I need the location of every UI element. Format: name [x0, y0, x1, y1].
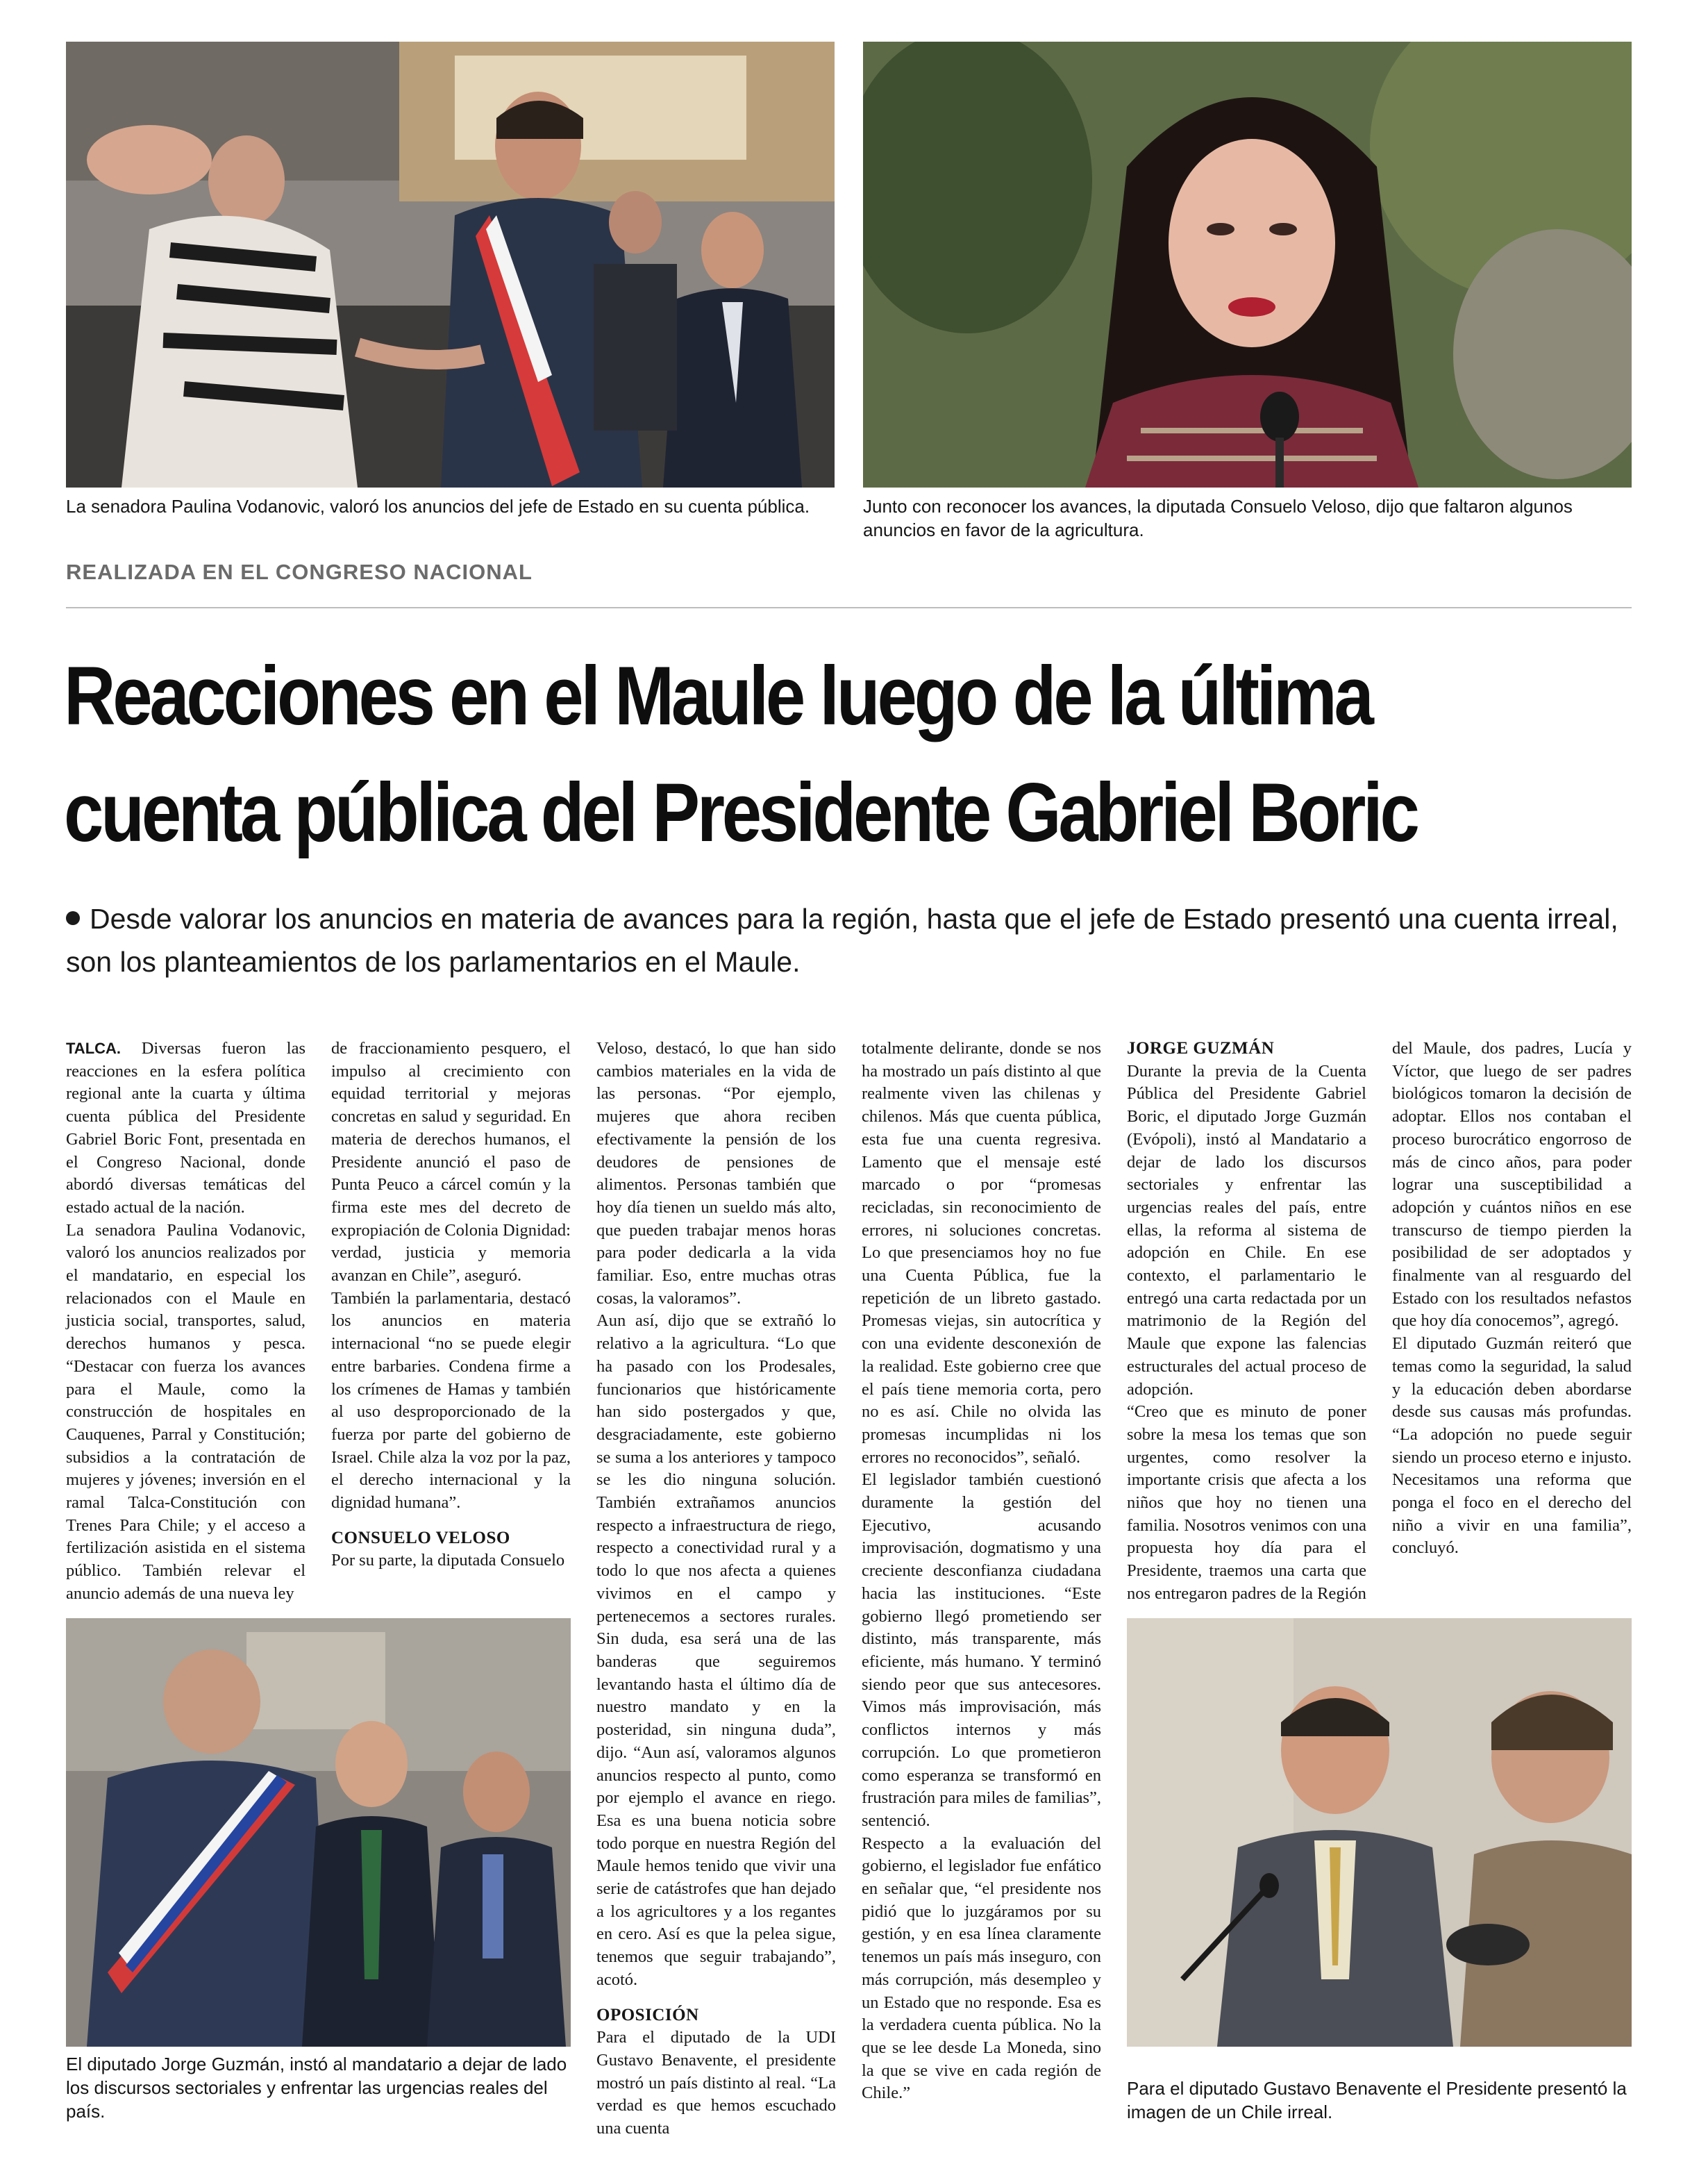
- article-column-4: totalmente delirante, donde se nos ha mostrado un país distinto al que realmente viven las chilenas y chilenos. Más que cuenta pública, esta fue una cuenta regresiva. Lamento que el mensaje esté marcado o por “promesas recicladas, sin reconocimiento de errores, ni soluciones concretas. Lo que presenciamos hoy no fue una Cuenta Pública, fue la repetición de un libreto gastado. Promesas viejas, sin autocrítica y con una evidente desconexión de la realidad. Este gobierno cree que el país tiene memoria corta, pero no es así. Chile no olvida las promesas incumplidas ni los errores no reconocidos”, señaló. El legislador también cuestionó duramente la gestión del Ejecutivo, acusando improvisación, dogmatismo y una creciente desconfianza ciudadana hacia las instituciones. “Este gobierno llegó prometiendo ser distinto, más transparente, más eficiente, más humano. Y terminó siendo peor que sus antecesores. Vimos más improvisación, más conflictos internos y más corrupción. Lo que prometieron como esperanza se transformó en frustración para miles de familias”, sentenció. Respecto a la evaluación del gobierno, el legislador fue enfático en señalar que, “el presidente nos pidió que lo juzgáramos por su gestión, y en esa línea claramente tenemos un país más inseguro, con más corrupción, más desempleo y un Estado que no responde. Esa es la verdadera cuenta pública. No la que se lee desde La Moneda, sino la que se vive en cada región de Chile.”: [862, 1039, 1101, 2103]
- photo-consuelo-veloso: [863, 42, 1632, 488]
- headline: [64, 638, 1425, 871]
- article-column-5: JORGE GUZMÁN Durante la previa de la Cuenta Pública del Presidente Gabriel Boric, el diputado Jorge Guzmán (Evópoli), instó al Mandatario a dejar de lado los discursos sectoriales y enfrentar las urgencias reales del país, entre ellas, la reforma al sistema de adopción en Chile. En ese contexto, el parlamentario le entregó una carta redactada por un matrimonio de la Región del Maule que expone las falencias estructurales del actual proceso de adopción. “Creo que es minuto de poner sobre la mesa los temas que son urgentes, como resolver la importante crisis que afecta a los niños que hoy no tienen una familia. Nosotros venimos con una propuesta hoy día para el Presidente, traemos una carta que nos entregaron padres de la Región: [1127, 1039, 1366, 1603]
- headline-line-2: cuenta pública del Presidente Gabriel Boric: [64, 766, 1417, 859]
- section-heading-consuelo-veloso: CONSUELO VELOSO: [331, 1528, 510, 1547]
- subhead: Desde valorar los anuncios en materia de avances para la región, hasta que el jefe de Estado presentó una cuenta irreal, son los planteamientos de los parlamentarios en el Maule.: [66, 903, 1618, 978]
- kicker-divider: [66, 607, 1632, 608]
- section-kicker: REALIZADA EN EL CONGRESO NACIONAL: [66, 560, 533, 584]
- article-column-2: de fraccionamiento pesquero, el impulso al crecimiento con equidad territorial y mejoras concretas en salud y seguridad. En materia de derechos humanos, el Presidente anunció el paso de Punta Peuco a cárcel común y la firma este mes del decreto de expropiación de Colonia Dignidad: verdad, justicia y memoria avanzan en Chile”, aseguró. También la parlamentaria, destacó los anuncios en materia internacional “no se puede elegir entre barbaries. Condena firme a los crímenes de Hamas y también al uso desproporcionado de la fuerza por parte del gobierno de Israel. Chile alza la voz por la paz, el derecho internacional y la dignidad humana”. CONSUELO VELOSO Por su parte, la diputada Consuelo: [331, 1039, 571, 1570]
- section-heading-oposicion: OPOSICIÓN: [596, 2005, 699, 2024]
- article-column-1: TALCA. Diversas fueron las reacciones en la esfera política regional ante la cuarta y última cuenta pública del Presidente Gabriel Boric Font, presentada en el Congreso Nacional, donde abordó diversas temáticas del estado actual de la nación. La senadora Paulina Vodanovic, valoró los anuncios realizados por el mandatario, en especial los relacionados con el Maule en justicia social, transportes, salud, derechos humanos y pesca. “Destacar con fuerza los avances para el Maule, como la construcción de hospitales en Cauquenes, Parral y Constitución; subsidios a la contratación de mujeres y jóvenes; inversión en el ramal Talca-Constitución con Trenes Para Chile; y el acceso a fertilización asistida en el sistema público. También relevar el anuncio además de una nueva ley: [66, 1039, 306, 1603]
- photo-boric-greeting-crowd: [66, 42, 835, 488]
- caption-top-left: La senadora Paulina Vodanovic, valoró los anuncios del jefe de Estado en su cuenta pública.: [66, 496, 810, 517]
- article-column-3: Veloso, destacó, lo que han sido cambios materiales en la vida de las personas. “Por ejemplo, mujeres que ahora reciben efectivamente la pensión de los deudores de pensiones de alimentos. Personas también que hoy día tienen un sueldo más alto, que pueden trabajar menos horas para poder dedicarla a la vida familiar. Eso, entre muchas otras cosas, la valoramos”. Aun así, dijo que se extrañó lo relativo a la agricultura. “Lo que ha pasado con los Prodesales, funcionarios que históricamente han sido postergados y que, desgraciadamente, este gobierno se suma a los anteriores y tampoco se les dio ninguna solución. También extrañamos anuncios respecto a infraestructura de riego, respecto a conectividad rural y a todo lo que nos afecta a quienes vivimos en el campo y pertenecemos a sectores rurales. Sin duda, esa será una de las banderas que seguiremos levantando hasta el último día de nuestro mandato y en la posteridad, sin ninguna duda”, dijo. “Aun así, valoramos algunos anuncios respecto al punto, como por ejemplo el avance en riego. Esa es una buena noticia sobre todo porque en nuestra Región del Maule hemos tenido que vivir una serie de catástrofes que han dejado a los agricultores y a los regantes en cero. Así es que la pelea sigue, tenemos que seguir trabajando”, acotó. OPOSICIÓN Para el diputado de la UDI Gustavo Benavente, el presidente mostró un país distinto al real. “La verdad es que hemos escuchado una cuenta: [596, 1039, 836, 2138]
- caption-bottom-right: Para el diputado Gustavo Benavente el Presidente presentó la imagen de un Chile irreal.: [1127, 2078, 1627, 2122]
- photo-jorge-guzman: [66, 1618, 571, 2047]
- dateline: TALCA.: [66, 1040, 122, 1057]
- section-heading-jorge-guzman: JORGE GUZMÁN: [1127, 1039, 1275, 1058]
- caption-top-right: Junto con reconocer los avances, la diputada Consuelo Veloso, dijo que faltaron algunos anuncios en favor de la agricultura.: [863, 496, 1573, 540]
- article-column-6: del Maule, dos padres, Lucía y Víctor, que luego de ser padres biológicos tomaron la decisión de adoptar. Ellos nos contaban el proceso burocrático engorroso de más de cinco años, para poder lograr una susceptibilidad a adopción y cuántos niños en ese transcurso de tiempo pierden la posibilidad de ser adoptados y finalmente van al resguardo del Estado con los resultados nefastos que hoy día conocemos”, agregó. El diputado Guzmán reiteró que temas como la seguridad, la salud y la educación deben abordarse desde sus causas más profundas. “La adopción no puede seguir siendo un proceso eterno e injusto. Necesitamos una reforma que ponga el foco en el derecho del niño a vivir en una familia”, concluyó.: [1392, 1039, 1632, 1558]
- caption-bottom-left: El diputado Jorge Guzmán, instó al mandatario a dejar de lado los discursos sectoriales y enfrentar las urgencias reales del país.: [66, 2054, 567, 2122]
- photo-gustavo-benavente: [1127, 1618, 1632, 2047]
- headline-line-1: Reacciones en el Maule luego de la última: [64, 649, 1371, 742]
- bullet-icon: [66, 911, 80, 925]
